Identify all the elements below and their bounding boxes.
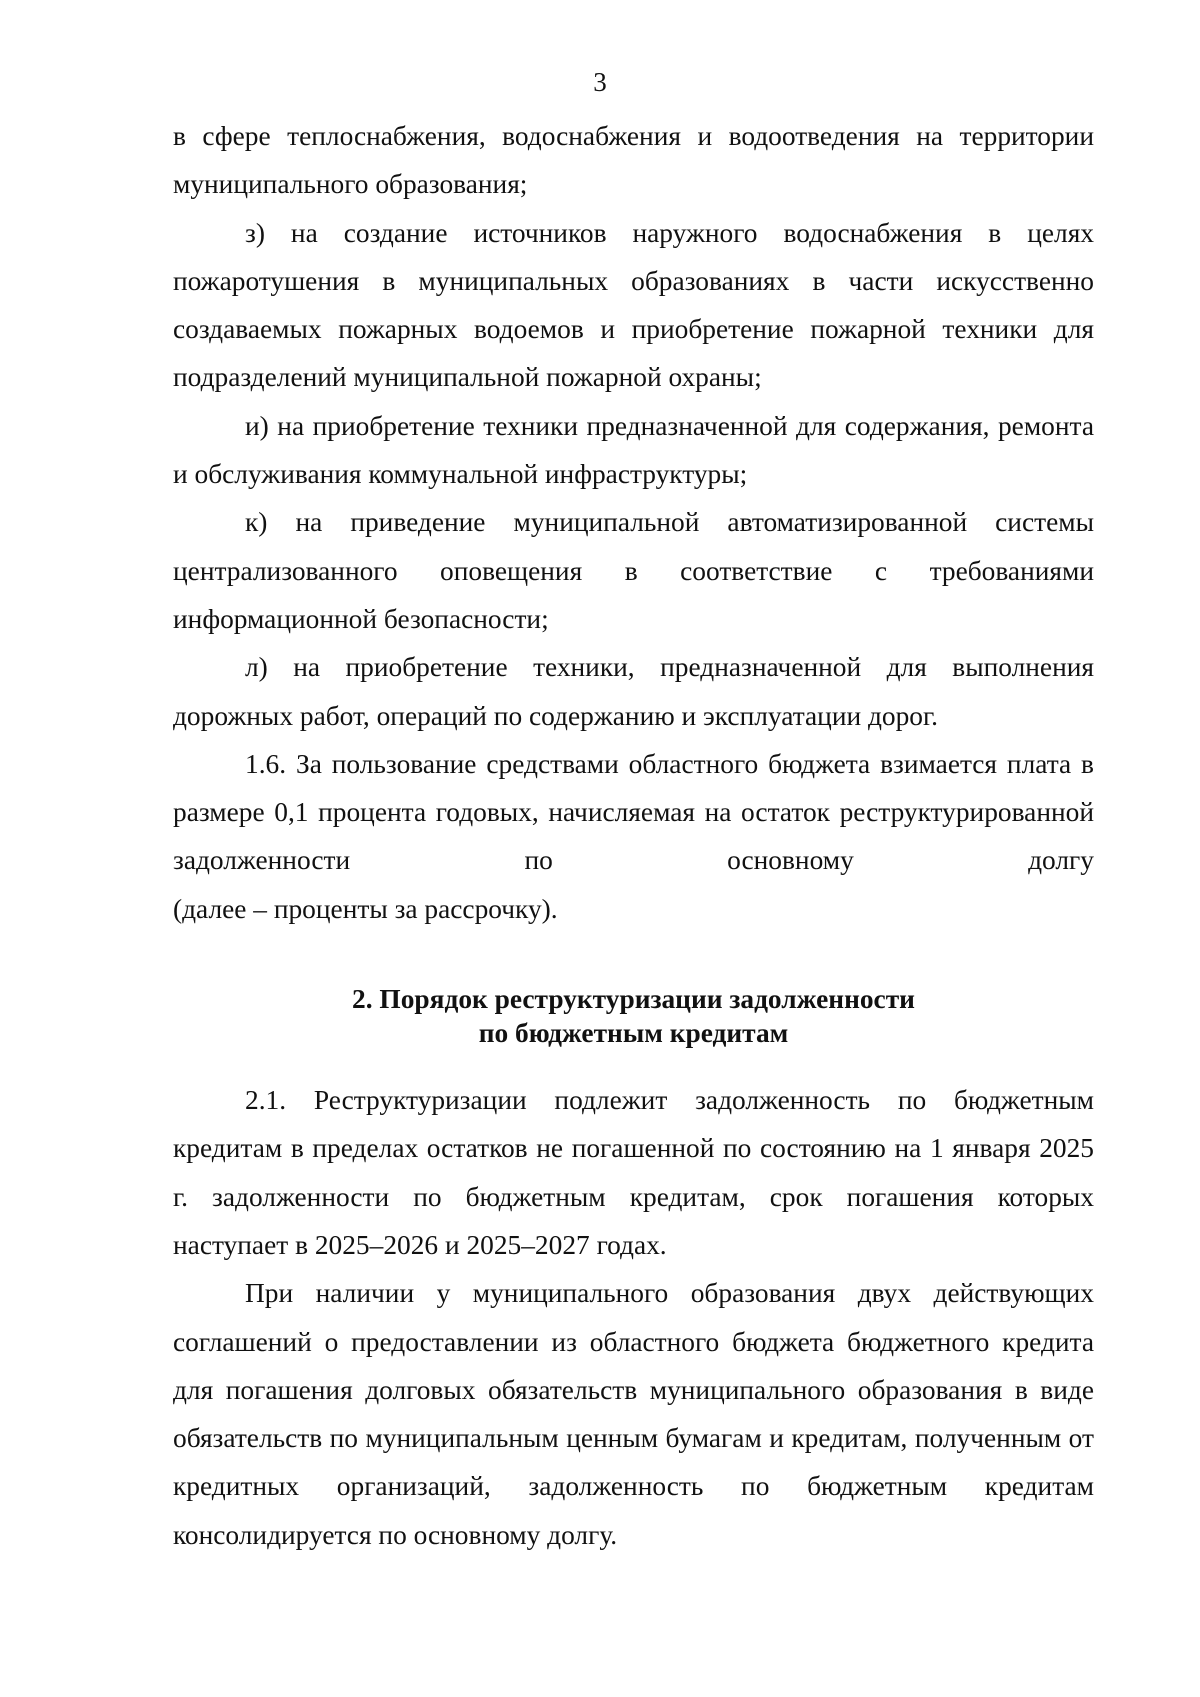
document-body — [173, 112, 1094, 1559]
clause-2-1: 2.1. Реструктуризации подлежит задолженность по бюджетным кредитам в пределах остатков не погашенной по состоянию на 1 января 2025 г. задолженности по бюджетным кредитам, срок погашения которых наступает в 2025–2026 и 2025–2027 годах. — [173, 1085, 1094, 1260]
clause-1-6: 1.6. За пользование средствами областного бюджета взимается плата в размере 0,1 процента годовых, начисляемая на остаток реструктурированной задолженности по основному долгу — [173, 748, 1094, 876]
page-number: 3 — [593, 67, 607, 97]
list-item-k: к) на приведение муниципальной автоматизированной системы централизованного оповещения в соответствие с требованиями информационной безопасности; — [173, 507, 1094, 634]
list-item-l: л) на приобретение техники, предназначенной для выполнения дорожных работ, операций по содержанию и эксплуатации дорог. — [173, 652, 1094, 731]
paragraph-consolidation: При наличии у муниципального образования двух действующих соглашений о предоставлении из областного бюджета бюджетного кредита для погашения долговых обязательств муниципального образования в виде обязательств по муниципальным ценным бумагам и кредитам, полученным от кредитных организаций, задолженность по бюджетным кредитам консолидируется по основному долгу. — [173, 1278, 1094, 1550]
list-item-i: и) на приобретение техники предназначенной для содержания, ремонта и обслуживания коммунальной инфраструктуры; — [173, 410, 1094, 490]
paragraph-continuation: в сфере теплоснабжения, водоснабжения и водоотведения на территории муниципального образования; — [173, 121, 1094, 200]
clause-1-6-end: (далее – проценты за рассрочку). — [173, 893, 558, 924]
section-heading-line-1: 2. Порядок реструктуризации задолженности — [352, 984, 915, 1015]
section-heading — [173, 982, 1094, 1050]
section-heading-line-2: по бюджетным кредитам — [478, 1018, 789, 1049]
list-item-z: з) на создание источников наружного водоснабжения в целях пожаротушения в муниципальных образованиях в части искусственно создаваемых пожарных водоемов и приобретение пожарной техники для подразделений муниципальной пожарной охраны; — [173, 217, 1094, 393]
